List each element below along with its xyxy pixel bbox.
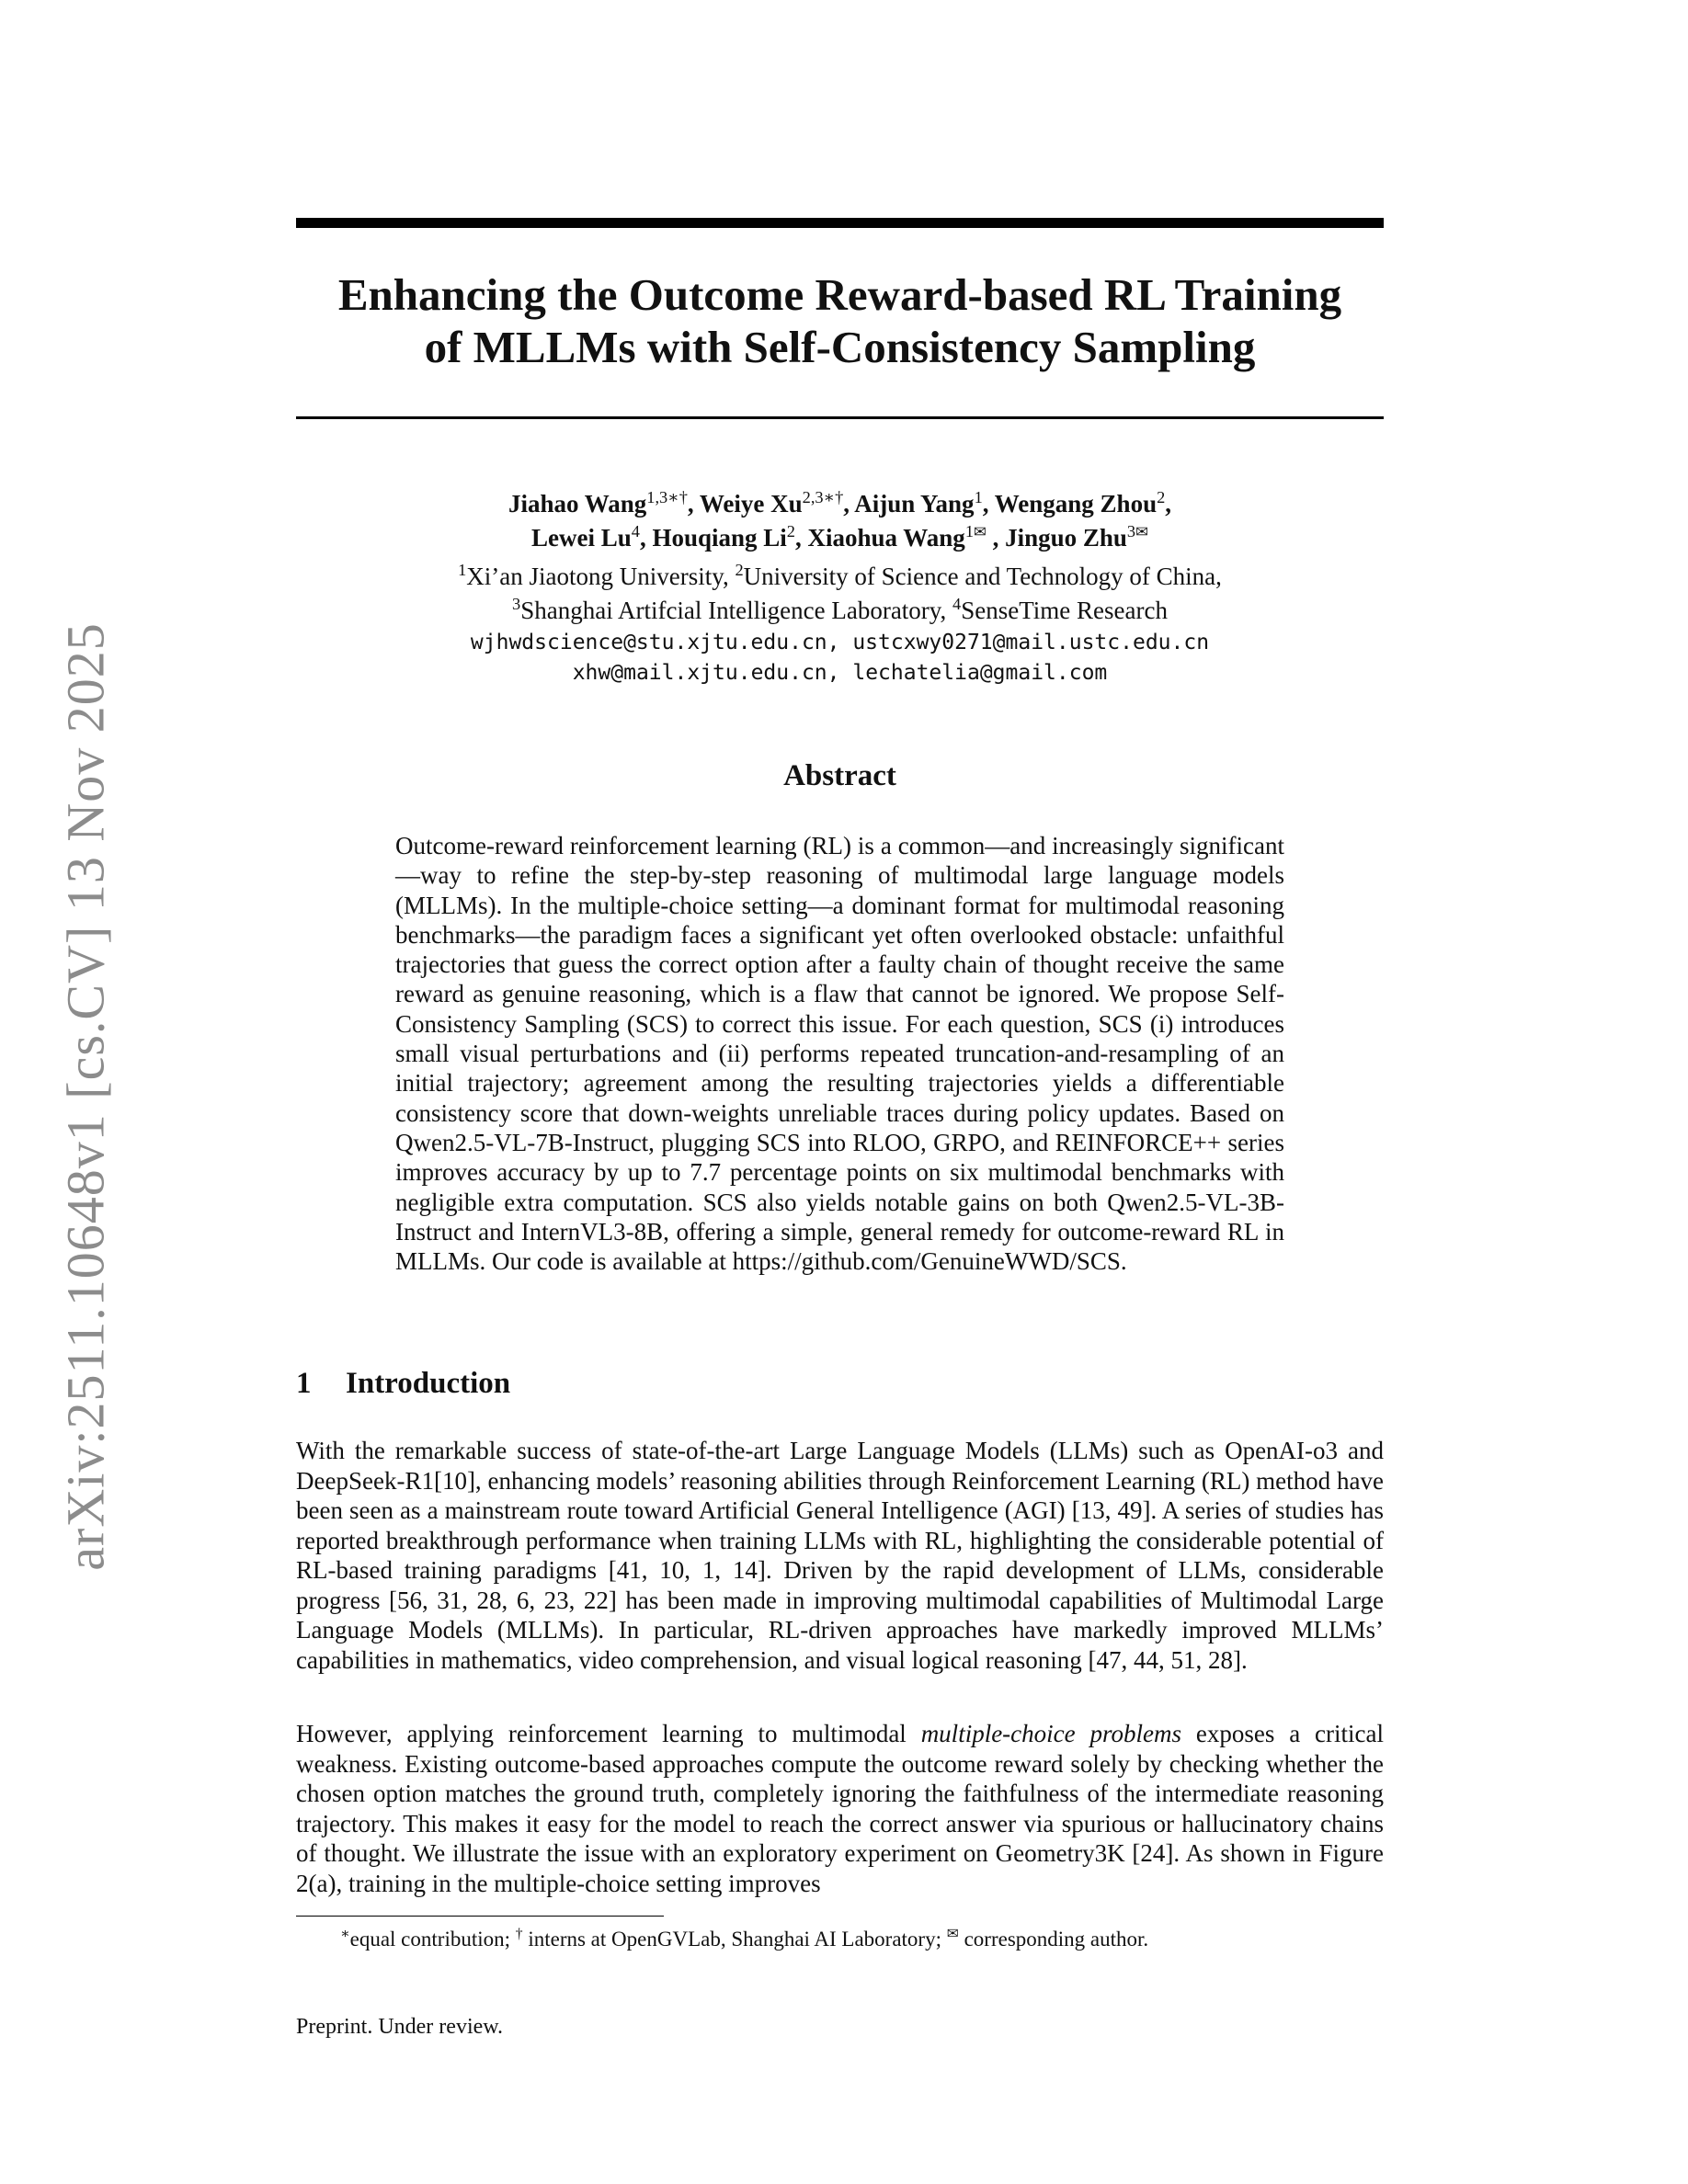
- author-affiliation-mark: 1✉: [964, 522, 987, 540]
- paragraph-text: However, applying reinforcement learning to multimodal: [296, 1720, 921, 1747]
- footnote: [296, 1925, 1384, 1954]
- abstract-text: Outcome-reward reinforcement learning (RL) is a common—and increasingly significant—way to refine the step-by-step reasoning of multimodal large language models (MLLMs). In the multiple-choice setting—a dominant format for multimodal reasoning benchmarks—the paradigm faces a significant yet often overlooked obstacle: unfaithful trajectories that guess the correct option after a faulty chain of thought receive the same reward as genuine reasoning, which is a flaw that cannot be ignored. We propose Self-Consistency Sampling (SCS) to correct this issue. For each question, SCS (i) introduces small visual perturbations and (ii) performs repeated truncation-and-resampling of an initial trajectory; agreement among the resulting trajectories yields a differentiable consistency score that down-weights unreliable traces during policy updates. Based on Qwen2.5-VL-7B-Instruct, plugging SCS into RLOO, GRPO, and REINFORCE++ series improves accuracy by up to 7.7 percentage points on six multimodal benchmarks with negligible extra computation. SCS also yields notable gains on both Qwen2.5-VL-3B-Instruct and InternVL3-8B, offering a simple, general remedy for outcome-reward RL in MLLMs. Our code is available at https://github.com/GenuineWWD/SCS.: [395, 832, 1284, 1276]
- affiliation-name: Xi’an Jiaotong University,: [466, 563, 736, 590]
- affiliation-line-1: [296, 560, 1384, 594]
- title-top-rule: [296, 218, 1384, 228]
- email-list: [296, 628, 1384, 688]
- author-name: Aijun Yang: [854, 490, 975, 518]
- author-list: [296, 487, 1384, 555]
- abstract-heading: Abstract: [783, 759, 896, 792]
- section-heading-introduction: [296, 1365, 1384, 1402]
- author-affiliation-mark: 1,3∗†: [646, 488, 688, 506]
- paragraph-emphasis: multiple-choice problems: [920, 1720, 1181, 1747]
- author-name: Wengang Zhou: [994, 490, 1158, 518]
- author-name: Jinguo Zhu: [1005, 524, 1127, 552]
- author-name: Weiye Xu: [699, 490, 803, 518]
- paper-title: [296, 268, 1384, 373]
- affiliation-mark: 2: [735, 561, 744, 579]
- affiliation-mark: 3: [512, 595, 521, 613]
- envelope-icon: ✉: [946, 1926, 959, 1942]
- author-line-2: Lewei Lu$^4$, Houqiang Li$^2$, Xiaohua Wang$^{1✉}$ , Jinguo Zhu$^{3✉}$: [531, 522, 1148, 552]
- footnote-rule: [296, 1916, 664, 1917]
- footnote-mark: †: [515, 1926, 523, 1942]
- author-name: Xiaohua Wang: [807, 524, 965, 552]
- title-line-1: Enhancing the Outcome Reward-based RL Training: [337, 269, 1342, 320]
- arxiv-sidebar: [53, 594, 118, 1599]
- affiliation-line-2: [296, 594, 1384, 628]
- author-line-1: Jiahao Wang$^{1,3∗\dagger}$, Weiye $Xu^{2,3∗\dagger}$, Aijun Yang$^1$, Wengang Zhou$^2$,: [508, 488, 1172, 518]
- author-affiliation-mark: 2: [1157, 488, 1166, 506]
- email-line-2: xhw@mail.xjtu.edu.cn, lechatelia@gmail.com: [572, 661, 1108, 685]
- affiliation-name: University of Science and Technology of China,: [743, 563, 1222, 590]
- preprint-notice: Preprint. Under review.: [296, 2015, 504, 2039]
- email-line-1: wjhwdscience@stu.xjtu.edu.cn, ustcxwy0271@mail.ustc.edu.cn: [470, 631, 1210, 654]
- author-name: Lewei Lu: [531, 524, 632, 552]
- affiliation-mark: 4: [952, 595, 962, 613]
- author-name: Jiahao Wang: [508, 490, 647, 518]
- title-line-2: of MLLMs with Self-Consistency Sampling: [424, 322, 1256, 372]
- section-title: Introduction: [346, 1367, 511, 1400]
- author-affiliation-mark: 3✉: [1126, 522, 1148, 540]
- affiliation-list: [296, 560, 1384, 628]
- affiliation-mark: 1: [458, 561, 467, 579]
- affiliation-name: Shanghai Artifcial Intelligence Laboratory,: [520, 597, 953, 624]
- title-bottom-rule: [296, 416, 1384, 419]
- intro-paragraph-2: [296, 1719, 1384, 1898]
- author-affiliation-mark: 4: [631, 522, 640, 540]
- footnote-text: equal contribution;: [349, 1928, 516, 1951]
- envelope-icon: ✉: [1135, 523, 1148, 540]
- envelope-icon: ✉: [974, 523, 987, 540]
- intro-paragraph-1: With the remarkable success of state-of-the-art Large Language Models (LLMs) such as OpenAI-o3 and DeepSeek-R1[10], enhancing models’ reasoning abilities through Reinforcement Learning (RL) method have been seen as a mainstream route toward Artificial General Intelligence (AGI) [13, 49]. A series of studies has reported breakthrough performance when training LLMs with RL, highlighting the considerable potential of RL-based training paradigms [41, 10, 1, 14]. Driven by the rapid development of LLMs, considerable progress [56, 31, 28, 6, 23, 22] has been made in improving multimodal capabilities of Multimodal Large Language Models (MLLMs). In particular, RL-driven approaches have markedly improved MLLMs’ capabilities in mathematics, video comprehension, and visual logical reasoning [47, 44, 51, 28].: [296, 1437, 1384, 1674]
- affiliation-name: SenseTime Research: [961, 597, 1168, 624]
- paragraph-text: exposes a critical weakness. Existing outcome-based approaches compute the outcome reward solely by checking whether the chosen option matches the ground truth, completely ignoring the faithfulness of the intermediate reasoning trajectory. This makes it easy for the model to reach the correct answer via spurious or hallucinatory chains of thought. We illustrate the issue with an exploratory experiment on Geometry3K [24]. As shown in Figure 2(a), training in the multiple-choice setting improves: [296, 1720, 1384, 1897]
- author-affiliation-mark: 1: [974, 488, 983, 506]
- footnote-text: interns at OpenGVLab, Shanghai AI Laboratory;: [522, 1928, 947, 1951]
- section-number: 1: [296, 1367, 312, 1400]
- footnote-mark: ∗: [340, 1926, 350, 1942]
- author-affiliation-mark: 2,3∗†: [802, 488, 844, 506]
- footnote-text: corresponding author.: [958, 1928, 1149, 1951]
- author-affiliation-mark: 2: [786, 522, 795, 540]
- author-name: Houqiang Li: [652, 524, 787, 552]
- arxiv-identifier: arXiv:2511.10648v1 [cs.CV] 13 Nov 2025: [55, 622, 116, 1571]
